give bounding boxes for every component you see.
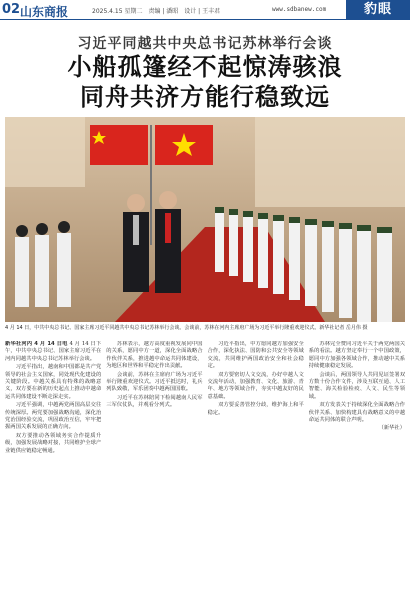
website-link[interactable]: www.sdbanew.com xyxy=(272,6,327,13)
paragraph: 会谈前，苏林在主席府广场为习近平举行隆重欢迎仪式。习近平抵达时，礼兵列队致敬，军乐团奏中越两国国歌。 xyxy=(106,371,203,393)
article-column-2 xyxy=(106,341,202,597)
paper-name: 山东商报 xyxy=(20,5,69,19)
article-headline xyxy=(0,52,410,112)
headline-line-1: 小船孤篷经不起惊涛骇浪 xyxy=(67,53,343,81)
article-body xyxy=(5,341,405,597)
article-column-3 xyxy=(208,341,304,597)
article-credit: （新华社） xyxy=(378,425,405,432)
paragraph: 双方要密切人文交流，办好中越人文交流年活动，加强教育、文化、旅游、青年、地方等领域合作，夯实中越友好的民意基础。 xyxy=(207,371,304,400)
paragraph: 苏林完全赞同习近平关于两党两国关系的看法。越方坚定奉行一个中国政策，愿同中方加强各领域合作，推动越中关系持续健康稳定发展。 xyxy=(308,341,405,370)
paragraph: 双方要推动各领域务实合作提质升级，加强发展战略对接，共同维护全球产业链供应链稳定畅通。 xyxy=(5,432,102,454)
paragraph: 习近平在苏林陪同下检阅越南人民军三军仪仗队，并观看分列式。 xyxy=(106,394,203,409)
article-column-4 xyxy=(309,341,405,597)
section-tag: 豹眼 xyxy=(346,0,410,20)
photo-caption: 4 月 14 日，中共中央总书记、国家主席习近平同越共中央总书记苏林举行会谈。会谈前，苏林在河内主席府广场为习近平举行隆重欢迎仪式。新华社记者 岳月伟 摄 xyxy=(5,325,368,331)
china-flag-icon xyxy=(90,125,148,165)
ceremony-illustration xyxy=(5,117,405,322)
paragraph: 会谈后，两国领导人共同见证签署双方数十份合作文件，涉及互联互通、人工智能、海关检验检疫、人文、民生等领域。 xyxy=(308,371,405,400)
paragraph: 双方要妥善管控分歧，维护海上和平稳定。 xyxy=(207,402,304,416)
article-kicker: 习近平同越共中央总书记苏林举行会谈 xyxy=(77,36,333,52)
article-column-1 xyxy=(5,341,101,597)
lead-text: 4 月 14 日下午，中共中央总书记、国家主席习近平在河内同越共中央总书记苏林举行会谈。 xyxy=(5,341,102,362)
headline-line-2: 同舟共济方能行稳致远 xyxy=(80,83,330,111)
paragraph: 习近平指出，中方愿同越方加强安全合作，深化执法、国防和公共安全等领域交流，共同维护两国政治安全和社会稳定。 xyxy=(207,341,304,370)
vietnam-flag-icon xyxy=(155,125,213,165)
paragraph: 习近平强调，中越两党两国高层交往传统深厚。两党要加强战略沟通，深化治党治国经验交流，巩固政治互信，牢牢把握两国关系发展的正确方向。 xyxy=(5,402,102,431)
paragraph: 双方发表关于持续深化全面战略合作伙伴关系、加快构建具有战略意义的中越命运共同体的联合声明。 xyxy=(308,402,405,424)
page-number: 02 xyxy=(2,2,21,17)
issue-info: 2025.4.15 星期二 责编 | 潘昭 设计 | 王丰君 xyxy=(92,8,221,15)
dateline: 新华社河内 4 月 14 日电 xyxy=(5,341,68,347)
paragraph: 习近平指出，越南和中国都是共产党领导的社会主义国家，同处现代化建设的关键阶段。中越关系具有特殊的战略意义，双方要在新的历史起点上推动中越命运共同体建设不断走深走实。 xyxy=(5,364,102,400)
lead-paragraph xyxy=(5,341,101,363)
paragraph: 苏林表示，越方高度重视发展同中国的关系，愿同中方一道，深化全面战略合作伙伴关系，推进越中命运共同体建设，为地区和世界和平稳定作出贡献。 xyxy=(106,341,203,370)
masthead xyxy=(0,0,410,20)
news-photo xyxy=(5,117,405,322)
